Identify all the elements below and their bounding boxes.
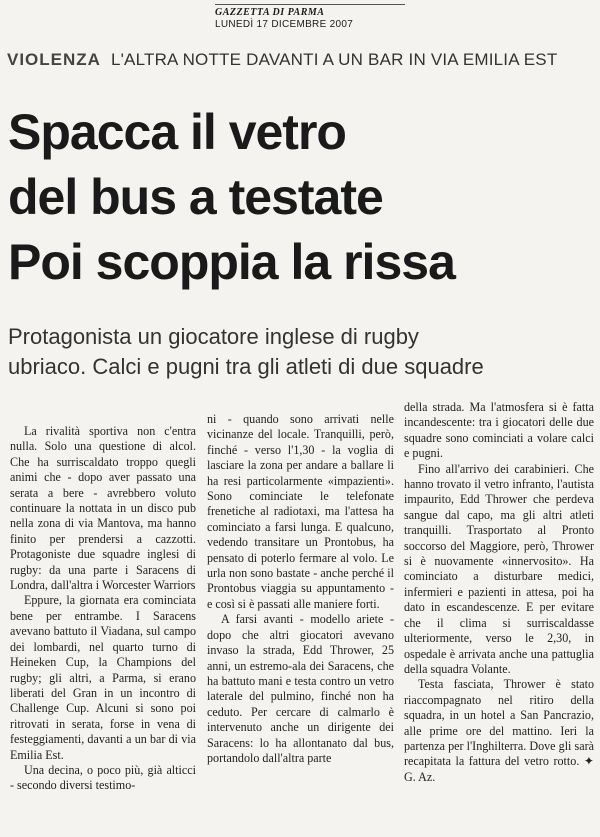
paragraph: A farsi avanti - modello ariete - dopo che altri giocatori avevano invaso la strada, Edd Thrower, 25 anni, un estremo-ala dei Saracens, che ha battuto mani e testa contro un vetro laterale del pulmino, finché non ha ceduto. Per cercare di calmarlo è intervenuto anche un dirigente dei Saracens: lo ha allontanato dal bus, portandolo dall'altra parte xyxy=(207,612,394,765)
kicker-category: VIOLENZA xyxy=(7,50,101,69)
paragraph: della strada. Ma l'atmosfera si è fatta incandescente: tra i giocatori delle due squadre sono cominciati a volare calci e pugni. xyxy=(404,400,594,461)
paragraph: Eppure, la giornata era cominciata bene per entrambe. I Saracens avevano battuto il Viadana, sul campo dei lombardi, nel quarto turno di Heineken Cup, la Champions del rugby; gli altri, a Parma, si erano liberati del Gran in un incontro di Challenge Cup. Alcuni si sono poi ritrovati in serata, forse in vena di festeggiamenti, davanti a un bar di via Emilia Est. xyxy=(10,593,196,762)
subheadline-line-2: ubriaco. Calci e pugni tra gli atleti di due squadre xyxy=(8,354,484,379)
kicker-text: L'ALTRA NOTTE DAVANTI A UN BAR IN VIA EMILIA EST xyxy=(110,50,558,69)
paragraph: Fino all'arrivo dei carabinieri. Che hanno trovato il vetro infranto, l'autista impaurito, Edd Thrower che perdeva sangue dal capo, ma gli altri atleti tranquilli. Trasportato al Pronto soccorso del Maggiore, però, Thrower si è nuovamente «innervosito». Ha cominciato a disturbare medici, infermieri e pazienti in attesa, poi ha dato in escandescenze. E per evitare che il clima si surriscaldasse ulteriormente, verso le 2,30, in ospedale è arrivata anche una pattuglia della squadra Volante. xyxy=(404,461,594,676)
headline-line-1: Spacca il vetro xyxy=(8,104,346,160)
masthead xyxy=(215,4,405,30)
paragraph: Testa fasciata, Thrower è stato riaccompagnato nel ritiro della squadra, in un hotel a San Pancrazio, alle prime ore del mattino. Ieri la partenza per l'Inghilterra. Dove gli sarà recapitata la fattura del vetro rotto. ✦ G. Az. xyxy=(404,677,594,784)
kicker xyxy=(7,50,597,70)
headline-line-2: del bus a testate xyxy=(8,169,383,225)
headline-line-3: Poi scoppia la rissa xyxy=(8,234,455,290)
article-body xyxy=(8,400,598,834)
article-column-3 xyxy=(404,400,594,785)
subheadline-line-1: Protagonista un giocatore inglese di rugby xyxy=(8,324,419,349)
publication-date: LUNEDÌ 17 DICEMBRE 2007 xyxy=(215,19,354,30)
newspaper-name: GAZZETTA DI PARMA xyxy=(215,4,405,18)
article-column-1 xyxy=(10,424,196,794)
paragraph: ni - quando sono arrivati nelle vicinanze del locale. Tranquilli, però, finché - verso l'1,30 - la voglia di lasciare la zona per andare a ballare li ha resi particolarmente «impazienti». Sono cominciate le telefonate frenetiche al radiotaxi, ma l'attesa ha cominciato a farsi lunga. E qualcuno, vedendo transitare un Prontobus, ha pensato di poterlo fermare al volo. Le urla non sono bastate - anche perché il Prontobus viaggia su appuntamento - e così si è passati alle maniere forti. xyxy=(207,412,394,611)
article-column-2 xyxy=(207,412,394,766)
subheadline xyxy=(8,322,598,382)
headline xyxy=(8,100,598,295)
paragraph: La rivalità sportiva non c'entra nulla. Solo una questione di alcol. Che ha surriscaldato troppo quegli animi che - dopo aver passato una serata a bere - avrebbero voluto continuare la nottata in un disco pub nella zona di via Mantova, ma hanno finito per prendersi a cazzotti. Protagoniste due squadre inglesi di rugby: da una parte i Saracens di Londra, dall'altra i Worcester Warriors xyxy=(10,424,196,593)
paragraph: Una decina, o poco più, già alticci - secondo diversi testimo- xyxy=(10,762,196,793)
